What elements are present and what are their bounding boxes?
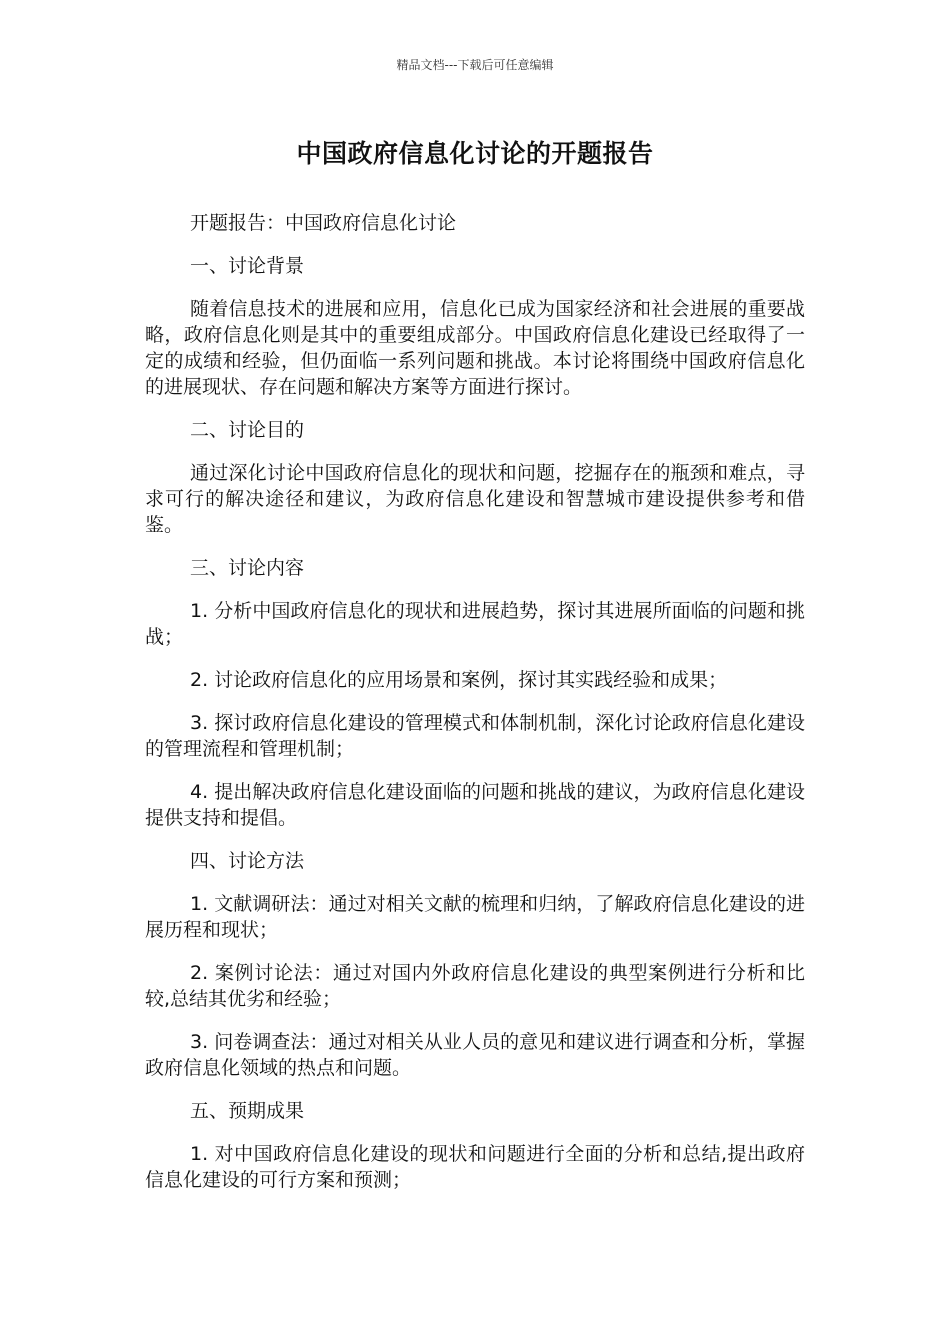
section-heading-background: 一、讨论背景	[190, 255, 305, 277]
list-item-method-3: 3. 问卷调查法：通过对相关从业人员的意见和建议进行调查和分析，掌握政府信息化领域的热点和问题。	[145, 1031, 805, 1079]
list-item-method-2: 2. 案例讨论法：通过对国内外政府信息化建设的典型案例进行分析和比较,总结其优劣和经验；	[145, 962, 805, 1010]
list-item-content-4: 4. 提出解决政府信息化建设面临的问题和挑战的建议，为政府信息化建设提供支持和提倡。	[145, 781, 805, 829]
section-heading-purpose: 二、讨论目的	[190, 419, 305, 441]
document-title: 中国政府信息化讨论的开题报告	[296, 139, 654, 168]
list-item-outcome-1: 1. 对中国政府信息化建设的现状和问题进行全面的分析和总结,提出政府信息化建设的可行方案和预测；	[145, 1143, 805, 1191]
paragraph-report-heading: 开题报告：中国政府信息化讨论	[190, 212, 457, 234]
list-item-content-2: 2. 讨论政府信息化的应用场景和案例，探讨其实践经验和成果；	[190, 669, 728, 691]
paragraph-purpose: 通过深化讨论中国政府信息化的现状和问题，挖掘存在的瓶颈和难点，寻求可行的解决途径和建议，为政府信息化建设和智慧城市建设提供参考和借鉴。	[145, 462, 805, 536]
list-item-method-1: 1. 文献调研法：通过对相关文献的梳理和归纳，了解政府信息化建设的进展历程和现状；	[145, 893, 805, 941]
section-heading-outcome: 五、预期成果	[190, 1100, 305, 1122]
paragraph-background: 随着信息技术的进展和应用，信息化已成为国家经济和社会进展的重要战略，政府信息化则是其中的重要组成部分。中国政府信息化建设已经取得了一定的成绩和经验，但仍面临一系列问题和挑战。本讨论将围绕中国政府信息化的进展现状、存在问题和解决方案等方面进行探讨。	[145, 298, 805, 398]
list-item-content-3: 3. 探讨政府信息化建设的管理模式和体制机制，深化讨论政府信息化建设的管理流程和管理机制；	[145, 712, 805, 760]
list-item-content-1: 1. 分析中国政府信息化的现状和进展趋势，探讨其进展所面临的问题和挑战；	[145, 600, 805, 648]
header-note: 精品文档---下载后可任意编辑	[396, 58, 554, 72]
section-heading-method: 四、讨论方法	[190, 850, 305, 872]
document-body	[145, 210, 805, 1210]
section-heading-content: 三、讨论内容	[190, 557, 305, 579]
